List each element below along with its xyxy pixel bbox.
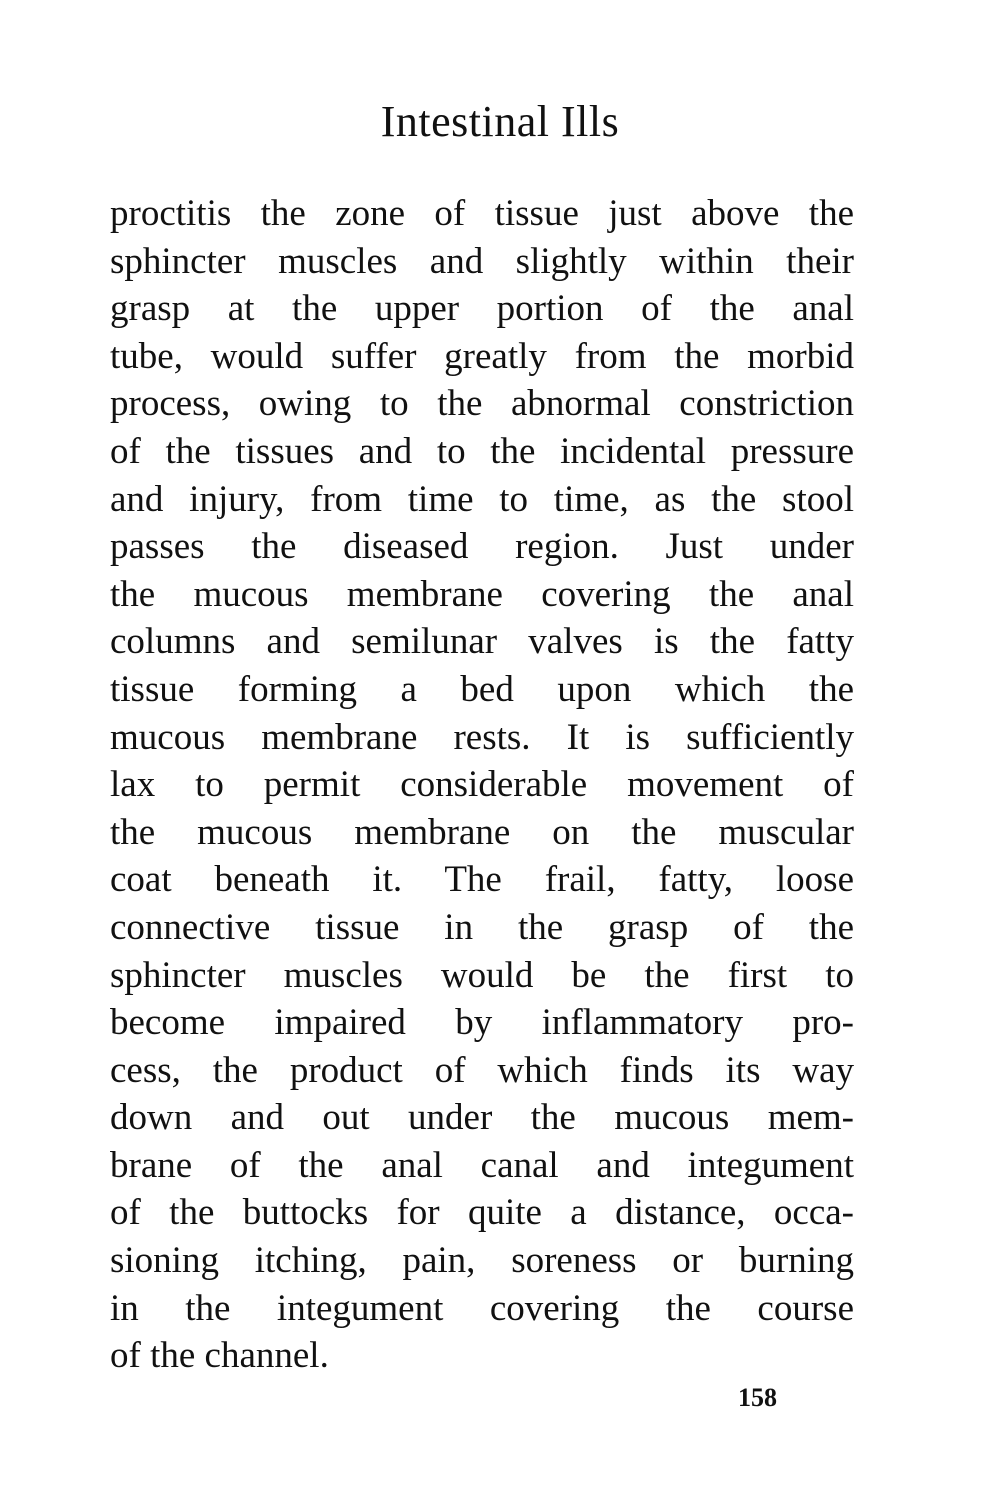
text-line: process, owing to the abnormal constriction xyxy=(110,383,854,425)
text-line: the mucous membrane on the muscular xyxy=(110,811,854,853)
body-text xyxy=(110,190,854,1380)
text-line: cess, the product of which finds its way xyxy=(110,1049,854,1091)
text-line: lax to permit considerable movement of xyxy=(110,764,854,806)
text-line: columns and semilunar valves is the fatty xyxy=(110,621,854,663)
text-line: grasp at the upper portion of the anal xyxy=(110,288,854,330)
text-line: tissue forming a bed upon which the xyxy=(110,668,854,710)
text-line: down and out under the mucous mem- xyxy=(110,1097,854,1139)
text-line: sioning itching, pain, soreness or burning xyxy=(110,1240,854,1282)
text-line: in the integument covering the course xyxy=(110,1287,854,1329)
text-line: and injury, from time to time, as the stool xyxy=(110,478,854,520)
text-line: of the channel. xyxy=(110,1335,329,1377)
text-line: brane of the anal canal and integument xyxy=(110,1144,854,1186)
text-line: of the tissues and to the incidental pressure xyxy=(110,430,854,472)
running-head: Intestinal Ills xyxy=(380,97,620,146)
text-line: proctitis the zone of tissue just above the xyxy=(110,193,854,234)
text-line: tube, would suffer greatly from the morbid xyxy=(110,335,854,377)
text-line: sphincter muscles would be the first to xyxy=(110,954,854,996)
text-line: coat beneath it. The frail, fatty, loose xyxy=(110,859,854,901)
text-line: connective tissue in the grasp of the xyxy=(110,906,854,948)
text-line: passes the diseased region. Just under xyxy=(110,526,854,568)
page-number: 158 xyxy=(738,1383,777,1412)
text-line: mucous membrane rests. It is sufficiently xyxy=(110,716,854,758)
text-line: of the buttocks for quite a distance, occa- xyxy=(110,1192,854,1234)
text-line: sphincter muscles and slightly within their xyxy=(110,240,854,282)
text-line: become impaired by inflammatory pro- xyxy=(110,1002,854,1044)
text-line: the mucous membrane covering the anal xyxy=(110,573,854,615)
